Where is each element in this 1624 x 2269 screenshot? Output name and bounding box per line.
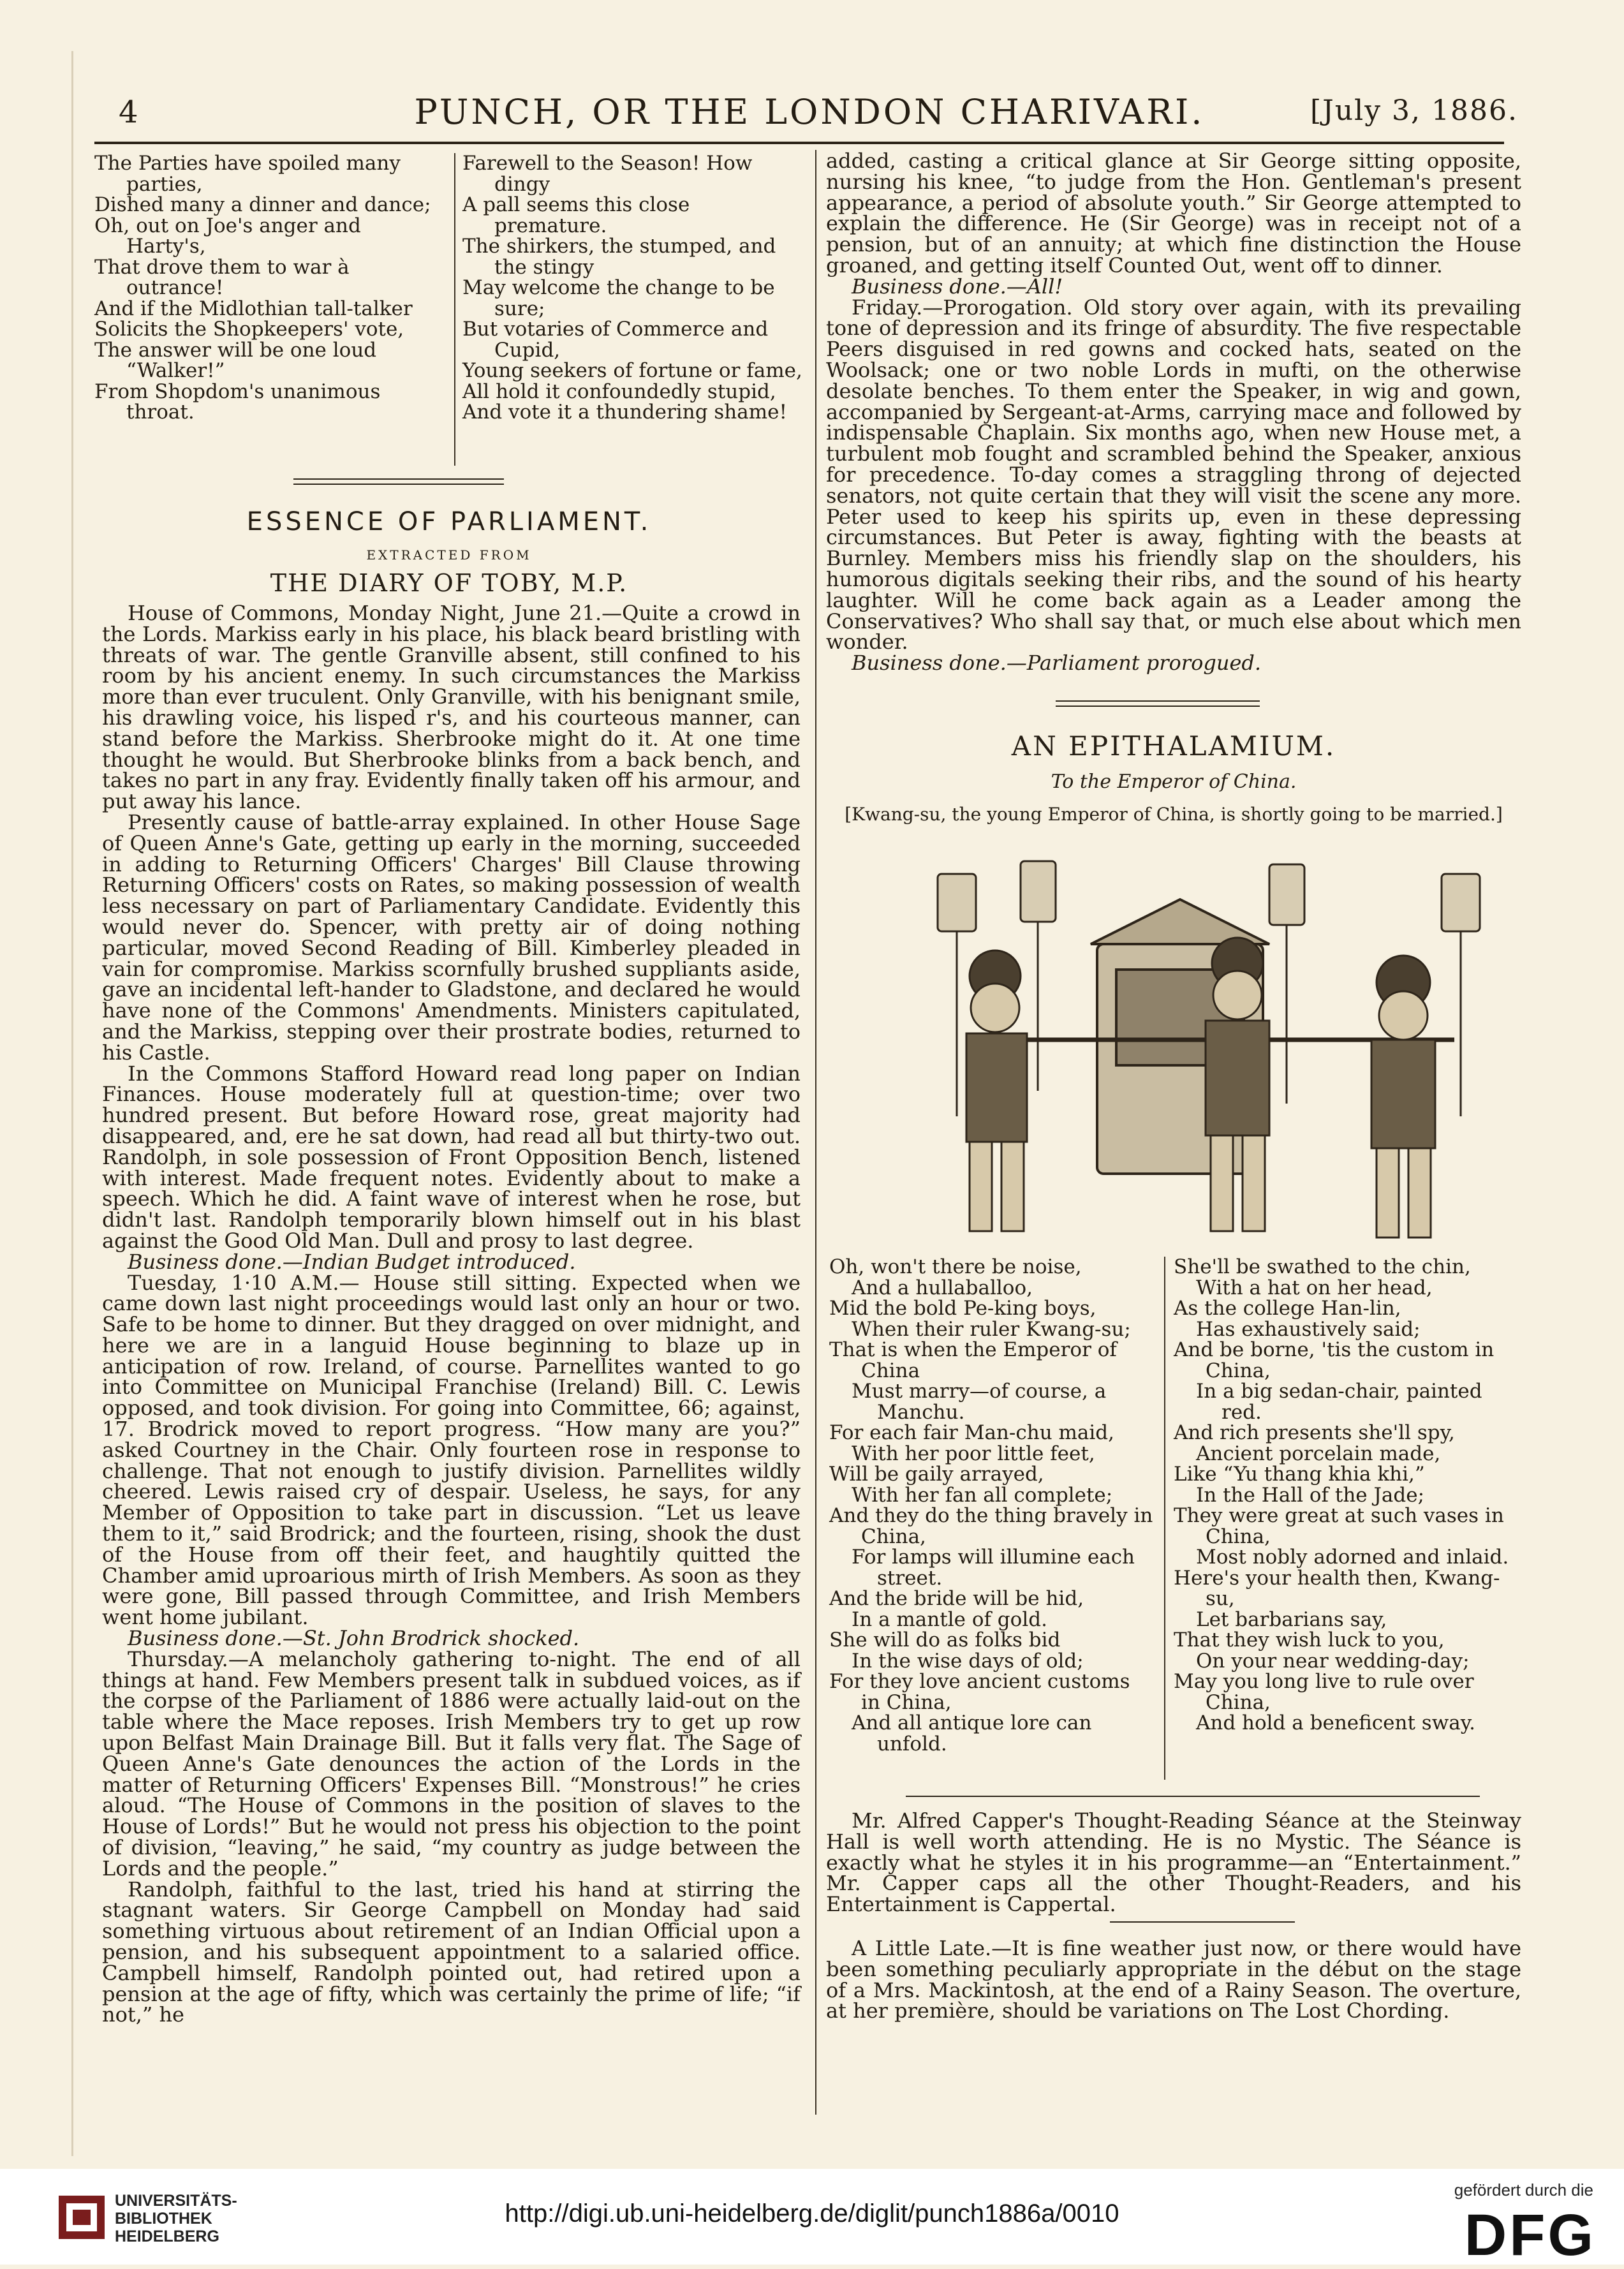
verse-line: With her poor little feet, bbox=[852, 1442, 1095, 1465]
column-divider bbox=[815, 150, 816, 2115]
verse-line: And a hullaballoo, bbox=[852, 1276, 1033, 1299]
verse-line: And they do the thing bravely in China, bbox=[829, 1504, 1153, 1548]
epithalamium-title: AN EPITHALAMIUM. bbox=[1011, 730, 1336, 762]
capper-paragraph bbox=[826, 1810, 1521, 1915]
verse-line: She'll be swathed to the chin, bbox=[1174, 1255, 1471, 1278]
article-paragraph: Randolph, faithful to the last, tried his hand at stirring the stagnant waters. Sir George Campbell on Monday had said something virtuous about retirement of an Indian Official upon a pension, and his subsequent appointment to a salaried office. Campbell himself, Randolph pointed out, had retired upon a pension at the age of fifty, which was certainly the prime of life; “if not,” he bbox=[102, 1877, 801, 2027]
verse-line: Will be gaily arrayed, bbox=[829, 1463, 1044, 1486]
verse-line: The shirkers, the stumped, and the stingy bbox=[462, 235, 776, 279]
essence-continued bbox=[826, 151, 1521, 674]
capper-text: Mr. Alfred Capper's Thought-Reading Séance at the Steinway Hall is well worth attending. He is no Mystic. The Séance is exactly what he styles it in his programme—an “Entertainment.” Mr. Capper caps all the other Thought-Readers, and his Entertainment is Cappertal. bbox=[826, 1808, 1521, 1917]
verse-line: Oh, out on Joe's anger and Harty's, bbox=[94, 214, 361, 258]
little-late-paragraph bbox=[826, 1938, 1521, 2021]
essence-extracted: EXTRACTED FROM bbox=[366, 547, 532, 563]
verse-line: For they love ancient customs in China, bbox=[829, 1670, 1130, 1714]
page-number: 4 bbox=[119, 94, 138, 130]
verse-line: And vote it a thundering shame! bbox=[462, 401, 787, 424]
verse-line: For lamps will illumine each street. bbox=[852, 1546, 1135, 1590]
verse-right-column bbox=[462, 153, 804, 423]
little-late-text: A Little Late.—It is fine weather just now, or there would have been something peculiarly appropriate in the début on the stage of a Mrs. Mackintosh, at the end of a Rainy Season. The overture, at her première, should be variations on The Lost Chording. bbox=[826, 1936, 1521, 2023]
dfg-logo: DFG bbox=[1464, 2203, 1596, 2268]
header-rule bbox=[94, 142, 1504, 144]
verse-line: A pall seems this close premature. bbox=[462, 193, 690, 237]
verse-line: Ancient porcelain made, bbox=[1196, 1442, 1441, 1465]
verse-line: Farewell to the Season! How dingy bbox=[462, 152, 753, 196]
verse-line: The Parties have spoiled many parties, bbox=[94, 152, 401, 196]
verse-line: The answer will be one loud “Walker!” bbox=[94, 338, 377, 382]
section-divider bbox=[293, 478, 504, 485]
funding-caption: gefördert durch die bbox=[1454, 2180, 1593, 2199]
article-paragraph: In the Commons Stafford Howard read long paper on Indian Finances. House moderately full at question-time; over two hundred present. But before Howard rose, great majority had disappeared, and, ere he sat down, had read all but thirty-two out. Randolph, in sole possession of Front Opposition Bench, listened with interest. Made frequent notes. Evidently about to make a speech. Which he did. A faint wave of interest when he rose, but didn't last. Randolph temporarily blown himself out in his blast against the Good Old Man. Dull and prosy to last degree. bbox=[102, 1061, 801, 1253]
article-paragraph: Presently cause of battle-array explained. In other House Sage of Queen Anne's Gate, getting up early in the morning, succeeded in adding to Returning Officers' Charges' Bill Clause throwing Returning Officers' costs on Rates, so making possession of wealth less necessary on part of Parliamentary Candidate. Evidently this would never do. Spencer, with pretty air of doing nothing particular, moved Second Reading of Bill. Kimberley pleaded in vain for compromise. Markiss scornfully brushed suppliants aside, gave an incidental left-hander to Gladstone, and declared he would have none of the Commons' Amendments. Ministers capitulated, and the Markiss, stepping over their prostrate bodies, returned to his Castle. bbox=[102, 809, 801, 1065]
masthead-title: PUNCH, OR THE LONDON CHARIVARI. bbox=[414, 92, 1205, 132]
library-name-line: BIBLIOTHEK bbox=[115, 2210, 212, 2228]
business-done: Business done.—Indian Budget introduced. bbox=[128, 1249, 576, 1274]
source-url[interactable]: http://digi.ub.uni-heidelberg.de/diglit/punch1886a/0010 bbox=[505, 2199, 1119, 2228]
verse-line: May welcome the change to be sure; bbox=[462, 276, 775, 320]
verse-line: That is when the Emperor of China bbox=[829, 1338, 1117, 1382]
verse-line: Mid the bold Pe-king boys, bbox=[829, 1297, 1096, 1320]
verse-line: Has exhaustively said; bbox=[1196, 1317, 1421, 1341]
section-divider bbox=[1056, 700, 1260, 707]
essence-subtitle: THE DIARY OF TOBY, M.P. bbox=[270, 569, 628, 597]
verse-line: When their ruler Kwang-su; bbox=[852, 1317, 1131, 1341]
verse-line: And all antique lore can unfold. bbox=[852, 1711, 1092, 1755]
business-done: Business done.—All! bbox=[852, 274, 1063, 299]
section-divider bbox=[1110, 1921, 1295, 1923]
verse-line: That drove them to war à outrance! bbox=[94, 255, 350, 299]
verse-line: In the Hall of the Jade; bbox=[1196, 1483, 1425, 1507]
verse-line: In the wise days of old; bbox=[852, 1649, 1084, 1673]
issue-date: [July 3, 1886. bbox=[1310, 94, 1518, 127]
essence-article bbox=[102, 603, 801, 2025]
verse-line: Oh, won't there be noise, bbox=[829, 1255, 1082, 1278]
verse-line: Here's your health then, Kwang-su, bbox=[1174, 1566, 1500, 1610]
verse-line: With a hat on her head, bbox=[1196, 1276, 1433, 1299]
essence-title: ESSENCE OF PARLIAMENT. bbox=[246, 507, 652, 536]
verse-left-column bbox=[94, 153, 442, 423]
verse-line: In a mantle of gold. bbox=[852, 1608, 1047, 1631]
verse-line: And if the Midlothian tall-talker bbox=[94, 297, 413, 320]
verse-line: But votaries of Commerce and Cupid, bbox=[462, 318, 769, 362]
section-divider bbox=[906, 1796, 1480, 1797]
verse-line: They were great at such vases in China, bbox=[1174, 1504, 1504, 1548]
epithalamium-verse-left bbox=[829, 1257, 1155, 1754]
verse-line: And rich presents she'll spy, bbox=[1174, 1421, 1455, 1444]
verse-line: All hold it confoundedly stupid, bbox=[462, 380, 776, 403]
verse-line: Most nobly adorned and inlaid. bbox=[1196, 1546, 1509, 1569]
library-name-line: UNIVERSITÄTS- bbox=[115, 2192, 237, 2210]
epithalamium-dedication: To the Emperor of China. bbox=[1051, 771, 1297, 793]
verse-line: And hold a beneficent sway. bbox=[1196, 1711, 1475, 1734]
verse-line: She will do as folks bid bbox=[829, 1629, 1061, 1652]
verse-line: With her fan all complete; bbox=[852, 1483, 1113, 1507]
article-paragraph: Tuesday, 1·10 A.M.— House still sitting. Expected when we came down last night proceedings would last only an hour or two. Safe to be home to dinner. But they dragged on over midnight, and here we are in a languid House beginning to blaze up in anticipation of row. Ireland, of course. Parnellites wanted to go into Committee on Municipal Franchise (Ireland) Bill. C. Lewis opposed, and took division. For going into Committee, 66; against, 17. Brodrick moved to report progress. “How many are you?” asked Courtney in the Chair. Only fourteen rose in response to challenge. That not enough to justify division. Parnellites wildly cheered. Lewis raised cry of despair. Useless, he says, for any Member of Opposition to take part in discussion. “Let us leave them to it,” said Brodrick; and the fourteen, rising, shook the dust of the House from off their feet, and haughtily quitted the Chamber amid uproarious mirth of Irish Members. As soon as they were gone, Bill passed through Committee, and Irish Members went home jubilant. bbox=[102, 1270, 801, 1630]
verse-divider bbox=[1164, 1257, 1165, 1780]
article-paragraph: Thursday.—A melancholy gathering to-night. The end of all things at hand. Few Members present talk in subdued voices, as if the corpse of the Parliament of 1886 were actually laid-out on the table where the Mace reposes. Irish Members try to get up row upon Belfast Main Drainage Bill. But it falls very flat. The Sage of Queen Anne's Gate denounces the action of the Lords in the matter of Returning Officers' Expenses Bill. “Monstrous!” he cries aloud. “The House of Commons in the position of slaves to the House of Lords!” But he would not press his objection to the point of division, “leaving,” he said, “my country as judge between the Lords and the people.” bbox=[102, 1646, 801, 1881]
verse-line: Must marry—of course, a Manchu. bbox=[852, 1380, 1107, 1424]
verse-line: Like “Yu thang khia khi,” bbox=[1174, 1463, 1425, 1486]
verse-line: Let barbarians say, bbox=[1196, 1608, 1387, 1631]
article-paragraph: added, casting a critical glance at Sir George sitting opposite, nursing his knee, “to judge from the Hon. Gentleman's present appearance, a period of absolute youth.” Sir George attempted to explain the difference. He (Sir George) was in receipt not of a pension, but of an annuity; at which fine distinction the House groaned, and getting itself Counted Out, went off to dinner. bbox=[826, 149, 1521, 277]
business-done: Business done.—Parliament prorogued. bbox=[852, 651, 1262, 676]
verse-line: That they wish luck to you, bbox=[1174, 1629, 1445, 1652]
verse-line: May you long live to rule over China, bbox=[1174, 1670, 1474, 1714]
library-name-line: HEIDELBERG bbox=[115, 2228, 219, 2245]
verse-line: Solicits the Shopkeepers' vote, bbox=[94, 318, 404, 341]
verse-line: In a big sedan-chair, painted red. bbox=[1196, 1380, 1482, 1424]
article-paragraph: House of Commons, Monday Night, June 21.—Quite a crowd in the Lords. Markiss early in his place, his black beard bristling with threats of war. The gentle Granville absent, still confined to his room by his ancient enemy. In such circumstances the Markiss more than ever truculent. Only Granville, with his benignant smile, his drawling voice, his lisped r's, and his courteous manner, can stand before the Markiss. Sherbrooke might do it. At one time thought he would. But Sherbrooke blinks from a back bench, and takes no part in any fray. Evidently finally taken off his armour, and put away his lance. bbox=[102, 601, 801, 814]
verse-line: Dished many a dinner and dance; bbox=[94, 193, 431, 216]
verse-line: From Shopdom's unanimous throat. bbox=[94, 380, 381, 424]
verse-line: And the bride will be hid, bbox=[829, 1587, 1084, 1610]
verse-line: As the college Han-lin, bbox=[1174, 1297, 1401, 1320]
verse-line: Young seekers of fortune or fame, bbox=[462, 359, 802, 382]
sedan-chair-illustration bbox=[906, 848, 1524, 1257]
page-header bbox=[94, 89, 1524, 140]
epithalamium-note: [Kwang-su, the young Emperor of China, is shortly going to be married.] bbox=[845, 804, 1503, 825]
verse-line: On your near wedding-day; bbox=[1196, 1649, 1470, 1673]
article-paragraph: Friday.—Prorogation. Old story over again, with its prevailing tone of depression and its fringe of absurdity. The five respectable Peers disguised in red gowns and cocked hats, seated on the Woolsack; one or two noble Lords in mufti, on the otherwise desolate benches. To them enter the Speaker, in wig and gown, accompanied by Sergeant-at-Arms, carrying mace and followed by indispensable Chaplain. Six months ago, when new House met, a turbulent mob fought and scrambled behind the Speaker, anxious for precedence. To-day comes a straggling throng of dejected senators, not quite certain that they will visit the scene any more. Peter used to keep his spirits up, even in these depressing circumstances. But Peter is away, fighting with the beasts at Burnley. Members miss his friendly slap on the shoulders, his humorous digitals seeking their ribs, and the sound of his hearty laughter. Will he come back again as a Leader among the Conservatives? Who shall say that, or much else about which men wonder. bbox=[826, 295, 1521, 654]
verse-line: And be borne, 'tis the custom in China, bbox=[1174, 1338, 1495, 1382]
business-done: Business done.—St. John Brodrick shocked. bbox=[128, 1626, 580, 1651]
epithalamium-verse-right bbox=[1174, 1257, 1521, 1734]
verse-divider bbox=[454, 153, 455, 466]
verse-line: For each fair Man-chu maid, bbox=[829, 1421, 1115, 1444]
digitization-footer bbox=[0, 2169, 1624, 2268]
